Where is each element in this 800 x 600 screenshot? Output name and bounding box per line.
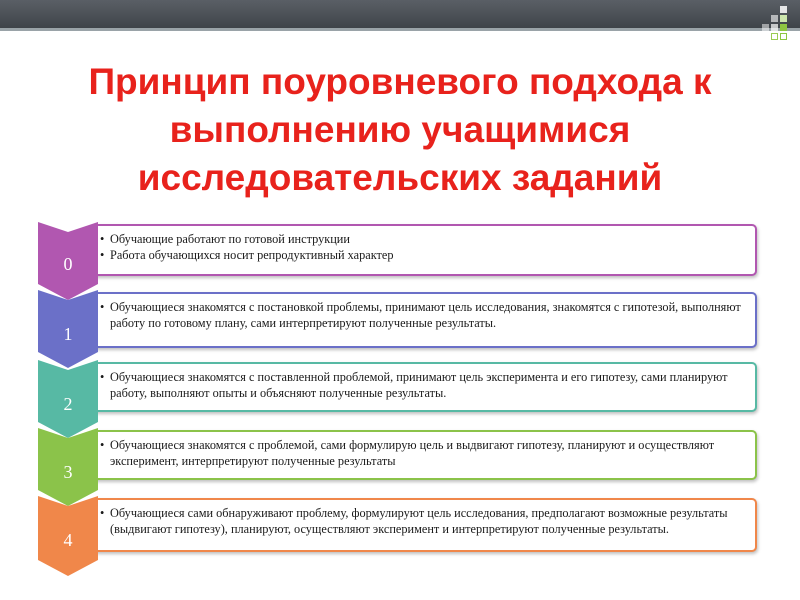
level-box-3 [92,430,757,480]
title-line-2: выполнению учащимися [169,109,631,150]
level-label-2: 2 [63,394,73,414]
header-accent-line [0,28,800,31]
level-box-4 [92,498,757,552]
bullet-text: • Обучающиеся знакомятся с постановкой проблемы, принимают цель исследования, знакомятся с гипотезой, выполняют работу по готовому плану, сами интерпретируют полученные результаты. [100,299,749,331]
bullet-text: • Обучающие работают по готовой инструкции [100,231,749,247]
level-label-3: 3 [63,462,73,482]
level-label-4: 4 [63,530,73,550]
bullet-text: • Обучающиеся знакомятся с поставленной проблемой, принимают цель эксперимента и его гипотезу, сами планируют работу, выполняют опыты и объясняют полученные результаты. [100,369,749,401]
slide-title [40,58,760,202]
bullet-text: • Работа обучающихся носит репродуктивный характер [100,247,749,263]
level-row-4 [38,496,762,576]
level-label-1: 1 [63,324,73,344]
level-row-1 [38,290,762,370]
level-box-0 [92,224,757,276]
decorative-squares [734,2,794,62]
bullet-text: • Обучающиеся знакомятся с проблемой, сами формулирую цель и выдвигают гипотезу, планируют и осуществляют эксперимент, интерпретируют полученные результаты [100,437,749,469]
bullet-text: • Обучающиеся сами обнаруживают проблему, формулируют цель исследования, предполагают возможные результаты (выдвигают гипотезу), планируют, осуществляют эксперимент и интерпретируют полученные результаты. [100,505,749,537]
title-line-3: исследовательских заданий [137,157,663,198]
level-label-0: 0 [63,254,73,274]
header-bar [0,0,800,28]
title-line-1: Принцип поуровневого подхода к [88,61,712,102]
level-box-2 [92,362,757,412]
level-box-1 [92,292,757,348]
